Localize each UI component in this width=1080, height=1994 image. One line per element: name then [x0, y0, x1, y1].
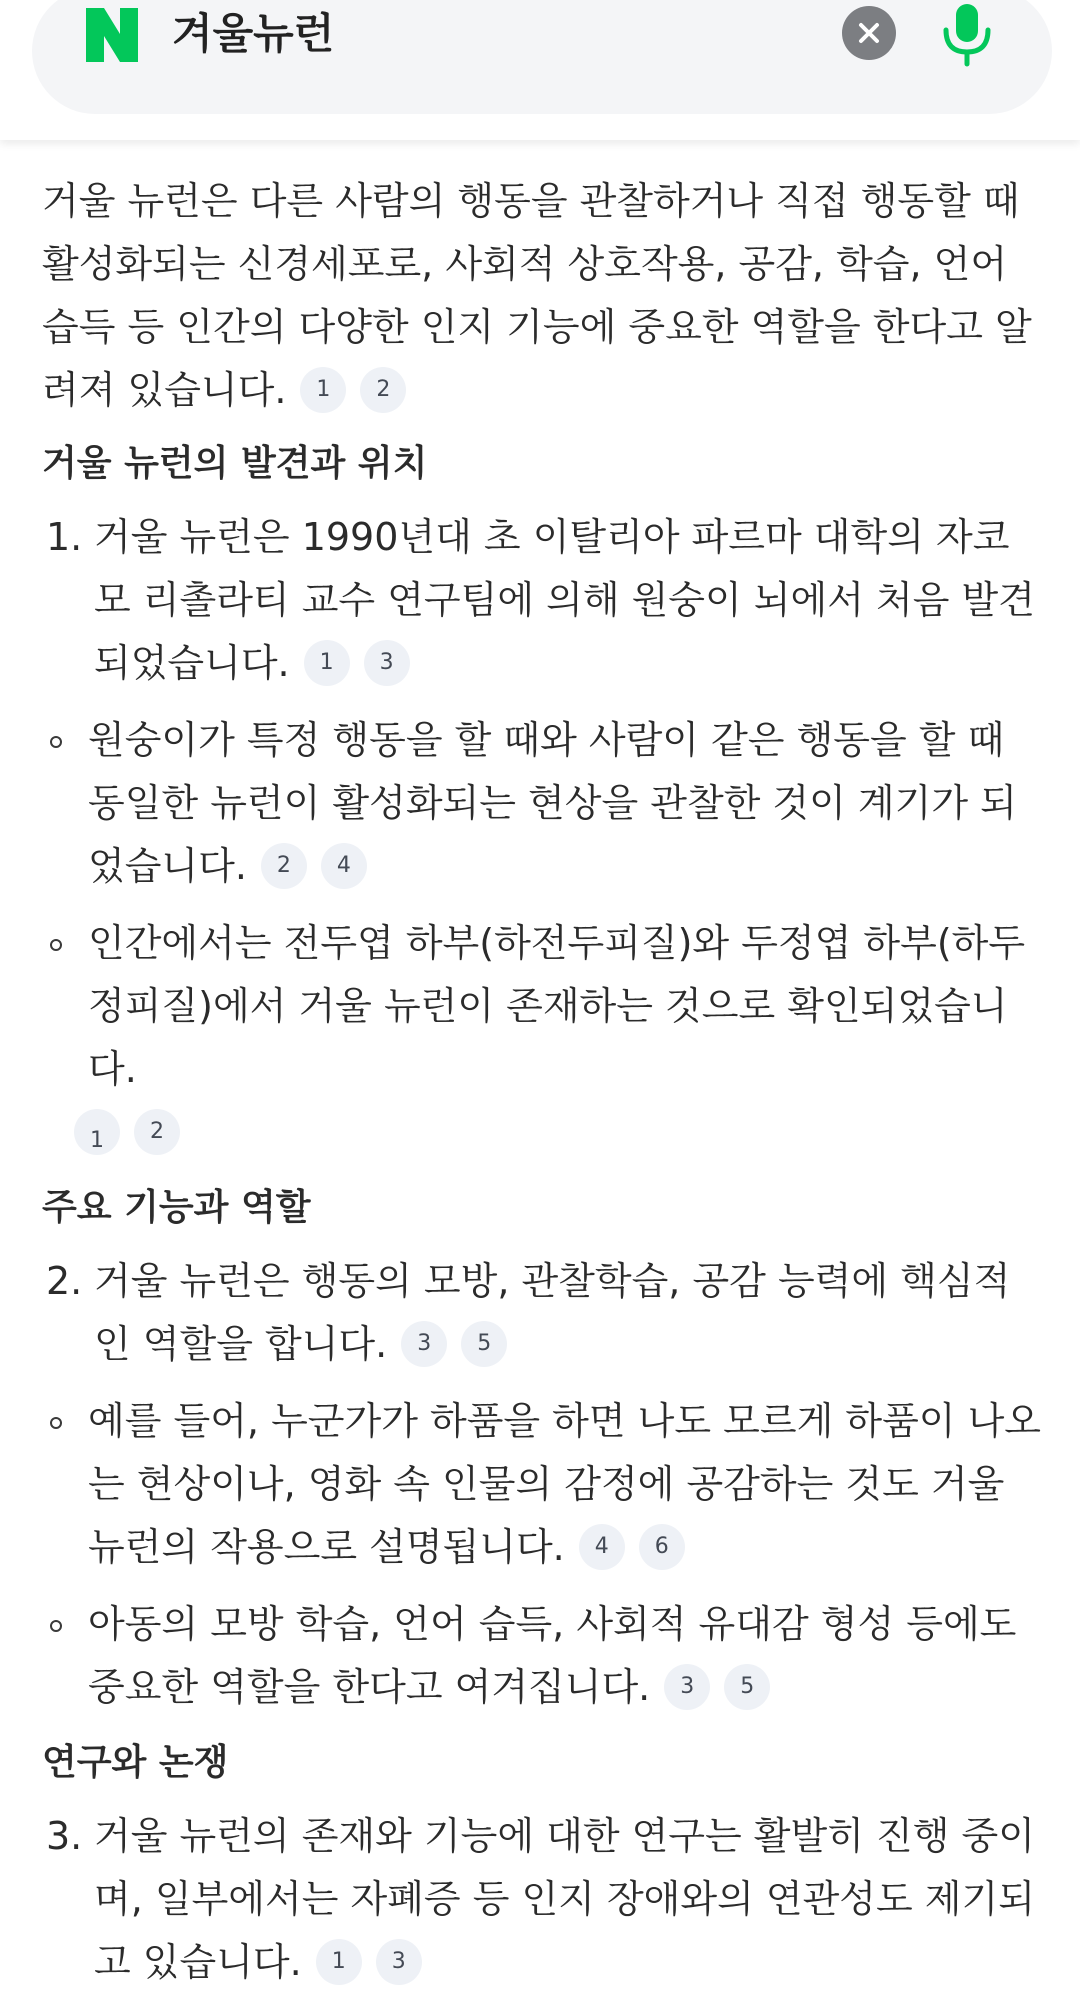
- sub-bullet-item: [42, 1593, 1042, 1719]
- citation-badge[interactable]: 5: [461, 1321, 507, 1367]
- naver-logo-icon[interactable]: [82, 8, 142, 62]
- numbered-item: [42, 506, 1042, 695]
- microphone-icon: [932, 0, 1002, 68]
- citation-badge[interactable]: 5: [724, 1664, 770, 1710]
- citation-badge[interactable]: 4: [321, 843, 367, 889]
- citation-badge[interactable]: 3: [364, 640, 410, 686]
- item-number: 1.: [46, 515, 83, 559]
- bullet-icon: [50, 939, 62, 951]
- bullet-icon: [50, 1417, 62, 1429]
- citation-badge[interactable]: 1: [316, 1939, 362, 1985]
- sub-item-text: 아동의 모방 학습, 언어 습득, 사회적 유대감 형성 등에도 중요한 역할을 한다고 여겨집니다.: [88, 1602, 1017, 1709]
- citation-badge[interactable]: 6: [639, 1524, 685, 1570]
- bullet-icon: [50, 736, 62, 748]
- citation-badge[interactable]: 2: [261, 843, 307, 889]
- search-header: [0, 0, 1080, 140]
- close-icon: [842, 6, 896, 60]
- item-number: 2.: [46, 1259, 83, 1303]
- citation-badge[interactable]: 4: [579, 1524, 625, 1570]
- sub-item-text: 원숭이가 특정 행동을 할 때와 사람이 같은 행동을 할 때 동일한 뉴런이 활성화되는 현상을 관찰한 것이 계기가 되었습니다.: [88, 718, 1017, 888]
- citation-badge[interactable]: 1: [304, 640, 350, 686]
- sub-item-text: 예를 들어, 누군가가 하품을 하면 나도 모르게 하품이 나오는 현상이나, 영화 속 인물의 감정에 공감하는 것도 거울 뉴런의 작용으로 설명됩니다.: [88, 1399, 1041, 1569]
- section-title: 주요 기능과 역할: [42, 1187, 311, 1228]
- item-text: 거울 뉴런의 존재와 기능에 대한 연구는 활발히 진행 중이며, 일부에서는 자폐증 등 인지 장애와의 연관성도 제기되고 있습니다.: [94, 1814, 1035, 1984]
- voice-search-button[interactable]: [932, 0, 1002, 68]
- numbered-item: [42, 1250, 1042, 1376]
- citation-badge[interactable]: 3: [664, 1664, 710, 1710]
- item-text: 거울 뉴런은 1990년대 초 이탈리아 파르마 대학의 자코모 리촐라티 교수 연구팀에 의해 원숭이 뇌에서 처음 발견되었습니다.: [94, 515, 1035, 685]
- item-number: 3.: [46, 1814, 83, 1858]
- citation-badge[interactable]: 3: [401, 1321, 447, 1367]
- search-input[interactable]: 겨울뉴런: [172, 9, 335, 58]
- item-text: 거울 뉴런은 행동의 모방, 관찰학습, 공감 능력에 핵심적인 역할을 합니다.: [94, 1259, 1011, 1366]
- citation-badge[interactable]: 3: [376, 1939, 422, 1985]
- clear-search-button[interactable]: [842, 6, 896, 60]
- numbered-item: [42, 1805, 1042, 1994]
- sub-bullet-item: [42, 1390, 1042, 1579]
- intro-paragraph: [42, 170, 1042, 422]
- citation-badge[interactable]: 2: [360, 367, 406, 413]
- ai-answer-content: [42, 170, 1042, 1994]
- citation-badge[interactable]: 1: [74, 1109, 120, 1155]
- intro-text: 거울 뉴런은 다른 사람의 행동을 관찰하거나 직접 행동할 때 활성화되는 신경세포로, 사회적 상호작용, 공감, 학습, 언어 습득 등 인간의 다양한 인지 기능에 중요한 역할을 한다고 알려져 있습니다.: [42, 179, 1032, 412]
- citation-badge[interactable]: 1: [300, 367, 346, 413]
- search-bar[interactable]: [32, 0, 1052, 114]
- bullet-icon: [50, 1620, 62, 1632]
- section-title: 연구와 논쟁: [42, 1742, 229, 1783]
- sub-bullet-item: [42, 709, 1042, 898]
- sub-item-text: 인간에서는 전두엽 하부(하전두피질)와 두정엽 하부(하두정피질)에서 거울 뉴런이 존재하는 것으로 확인되었습니다.: [88, 921, 1026, 1091]
- sub-bullet-item: [42, 912, 1042, 1164]
- citation-badge[interactable]: 2: [134, 1109, 180, 1155]
- section-title: 거울 뉴런의 발견과 위치: [42, 443, 428, 484]
